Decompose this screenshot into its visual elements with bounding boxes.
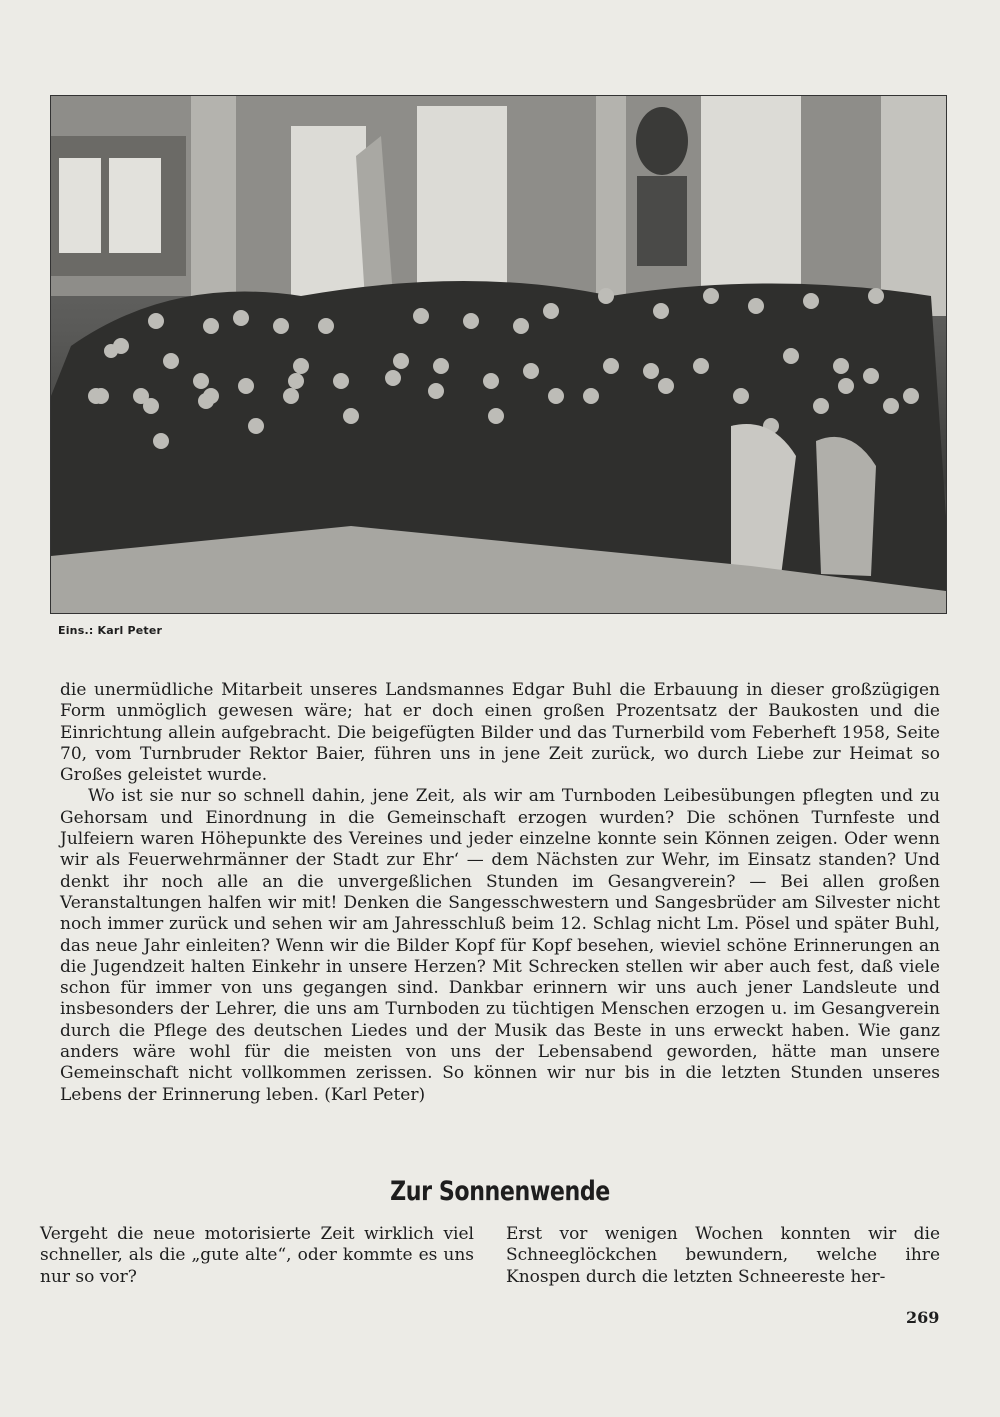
- photo-caption: Eins.: Karl Peter: [58, 624, 163, 637]
- group-photograph: [50, 95, 947, 614]
- section-heading: Zur Sonnenwende: [390, 1176, 610, 1207]
- page-number: 269: [906, 1308, 940, 1327]
- pillar: [191, 96, 236, 296]
- pillar: [596, 96, 626, 296]
- pillar: [881, 96, 946, 316]
- window: [109, 158, 161, 253]
- window: [291, 126, 366, 296]
- paragraph: die unermüdliche Mitarbeit unseres Landsmannes Edgar Buhl die Erbauung in dieser großzügigen Form unmöglich gewesen wäre; hat er doch einen großen Prozentsatz der Baukosten und die Einrichtung allein aufgebracht. Die beigefügten Bilder und das Turnerbild vom Feberheft 1958, Seite 70, vom Turnbruder Rektor Baier, führen uns in jene Zeit zurück, wo durch Liebe zur Heimat so Großes geleistet wurde.: [60, 680, 940, 786]
- right-column-text: Erst vor wenigen Wochen konnten wir die Schneeglöckchen bewundern, welche ihre Knospen durch die letzten Schneereste her-: [506, 1224, 940, 1287]
- window: [59, 158, 101, 253]
- pedestal: [637, 176, 687, 266]
- window: [701, 96, 801, 286]
- photo-illustration: [51, 96, 946, 613]
- left-column-text: Vergeht die neue motorisierte Zeit wirklich viel schneller, als die „gute alte“, oder kommte es uns nur so vor?: [40, 1224, 474, 1287]
- article-body: [60, 680, 940, 1106]
- bust: [636, 107, 688, 175]
- window: [417, 106, 507, 296]
- paragraph: Wo ist sie nur so schnell dahin, jene Zeit, als wir am Turnboden Leibesübungen pflegten und zu Gehorsam und Einordnung in die Gemeinschaft erzogen wurden? Die schönen Turnfeste und Julfeiern waren Höhepunkte des Vereines und jeder einzelne konnte sein Können zeigen. Oder wenn wir als Feuerwehrmänner der Stadt zur Ehr‘ — dem Nächsten zur Wehr, im Einsatz standen? Und denkt ihr noch alle an die unvergeßlichen Stunden im Gesangverein? — Bei allen großen Veranstaltungen halfen wir mit! Denken die Sangesschwestern und Sangesbrüder am Silvester nicht noch immer zurück und sehen wir am Jahresschluß beim 12. Schlag nicht Lm. Pösel und später Buhl, das neue Jahr einleiten? Wenn wir die Bilder Kopf für Kopf besehen, wieviel schöne Erinnerungen an die Jugendzeit halten Einkehr in unsere Herzen? Mit Schrecken stellen wir aber auch fest, daß viele schon für immer von uns gegangen sind. Dankbar erinnern wir uns auch jener Landsleute und insbesonders der Lehrer, die uns am Turnboden zu tüchtigen Menschen erzogen u. im Gesangverein durch die Pflege des deutschen Liedes und der Musik das Beste in uns erweckt haben. Wie ganz anders wäre wohl für die meisten von uns der Lebensabend geworden, hätte man unsere Gemeinschaft nicht vollkommen zerissen. So können wir nur bis in die letzten Stunden unseres Lebens der Erinnerung leben. (Karl Peter): [60, 786, 940, 1105]
- dress-light: [816, 437, 876, 576]
